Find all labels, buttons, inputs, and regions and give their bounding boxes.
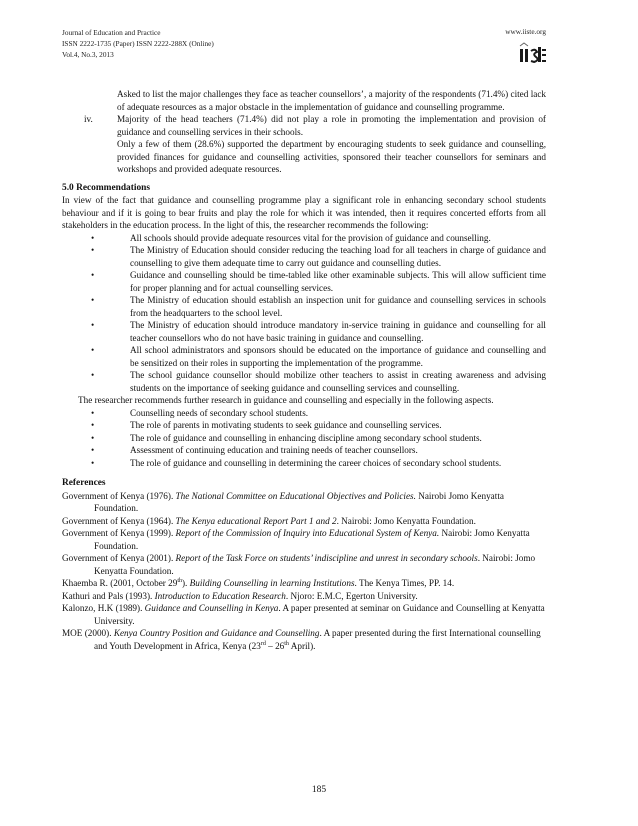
- list-item: • The role of guidance and counselling in determining the career choices of secondary school students.: [91, 457, 502, 468]
- journal-url[interactable]: www.iiste.org: [505, 27, 546, 36]
- bullet-icon: •: [91, 232, 95, 243]
- section-heading-recommendations: 5.0 Recommendations: [62, 182, 151, 193]
- bullet-icon: •: [91, 270, 95, 280]
- journal-name: Journal of Education and Practice: [62, 28, 161, 37]
- list-item: • The role of guidance and counselling in enhancing discipline among secondary school students.: [91, 432, 482, 443]
- reference-entry: Kathuri and Pals (1993). Introduction to Education Research. Njoro: E.M.C, Egerton University.: [62, 590, 418, 601]
- further-research: The researcher recommends further research in guidance and counselling and especially in the following aspects.: [78, 395, 494, 405]
- bullet-icon: •: [91, 420, 95, 430]
- recommendations-intro: In view of the fact that guidance and counselling programme play a significant role in enhancing secondary school students behaviour and if it is going to bear fruits and play the role for which it was intended, then it requires concerted efforts from all stakeholders in the education process. In the light of this, the researcher recommends the following:: [62, 195, 546, 230]
- reference-entry: Government of Kenya (1976). The National Committee on Educational Objectives and Policies. Nairobi Jomo Kenyatta Foundation.: [62, 490, 504, 513]
- reference-entry: Government of Kenya (2001). Report of the Task Force on students’ indiscipline and unrest in secondary schools. Nairobi: Jomo Kenyatta Foundation.: [62, 553, 536, 576]
- bullet-icon: •: [91, 445, 95, 455]
- list-item: • All schools should provide adequate resources vital for the provision of guidance and counselling.: [91, 232, 491, 243]
- list-item: • The Ministry of education should establish an inspection unit for guidance and counselling services in schools from the headquarters to the school level.: [91, 295, 546, 318]
- section-heading-references: References: [62, 478, 106, 488]
- reference-entry: Government of Kenya (1964). The Kenya educational Report Part 1 and 2. Nairobi: Jomo Kenyatta Foundation.: [62, 515, 476, 526]
- list-item: • The Ministry of education should introduce mandatory in-service training in guidance and counselling for all teacher counsellors who do not have basic training in guidance and counselling.: [91, 320, 546, 343]
- bullet-icon: •: [91, 320, 95, 330]
- reference-entry: Kalonzo, H.K (1989). Guidance and Counselling in Kenya. A paper presented at seminar on Guidance and Counselling at Kenyatta University.: [62, 603, 545, 626]
- page-number: 185: [311, 785, 327, 795]
- references-section: [62, 477, 546, 652]
- further-research-list: [62, 407, 546, 470]
- finding-continued: Asked to list the major challenges they face as teacher counsellors’, a majority of the respondents (71.4%) cited lack of adequate resources as a major obstacle in the implementation of guidance and counselling programme.: [117, 89, 546, 112]
- list-item: • The school guidance counsellor should mobilize other teachers to assist in creating awareness and advising students on the importance of seeking guidance and counselling services and counselling.: [91, 370, 546, 393]
- finding-iv-number: iv.: [84, 114, 93, 124]
- iiste-logo: [518, 42, 548, 65]
- finding-iv-text: Majority of the head teachers (71.4%) did not play a role in promoting the implementation and provision of guidance and counselling services in their schools.: [117, 114, 546, 137]
- list-item: • Assessment of continuing education and training needs of teacher counsellors.: [91, 445, 418, 455]
- recommendations-list: [62, 232, 546, 395]
- bullet-icon: •: [91, 457, 95, 468]
- list-item: • The role of parents in motivating students to seek guidance and counselling services.: [91, 420, 442, 430]
- list-item: • Counselling needs of secondary school students.: [91, 407, 309, 418]
- bullet-icon: •: [91, 345, 95, 355]
- list-item: • All school administrators and sponsors should be educated on the importance of guidance and counselling and be sensitized on their roles in supporting the implementation of the programme.: [91, 345, 546, 368]
- bullet-icon: •: [91, 432, 95, 443]
- reference-entry: Khaemba R. (2001, October 29th). Building Counselling in learning Institutions. The Kenya Times, PP. 14.: [62, 577, 455, 588]
- bullet-icon: •: [91, 245, 95, 255]
- reference-entry: MOE (2000). Kenya Country Position and Guidance and Counselling. A paper presented during the first International counselling and Youth Development in Africa, Kenya (23rd – 26th April).: [62, 628, 541, 651]
- volume-line: Vol.4, No.3, 2013: [62, 50, 114, 59]
- list-item: • The Ministry of Education should consider reducing the teaching load for all teachers in charge of guidance and counselling to give them adequate time to carry out guidance and counselling duties.: [91, 245, 546, 268]
- bullet-icon: •: [91, 295, 95, 305]
- finding-iv-continued: Only a few of them (28.6%) supported the department by encouraging students to seek guidance and counselling, provided finances for guidance and counselling activities, sponsored their teacher counsellors for seminars and workshops and provided adequate resources.: [117, 139, 546, 174]
- running-header: [62, 27, 214, 60]
- main-text: [62, 88, 546, 652]
- bullet-icon: •: [91, 370, 95, 380]
- issn-line: ISSN 2222-1735 (Paper) ISSN 2222-288X (Online): [62, 39, 214, 48]
- list-item: • Guidance and counselling should be time-tabled like other examinable subjects. This will allow sufficient time for proper planning and for actual counselling services.: [91, 270, 546, 293]
- bullet-icon: •: [91, 407, 95, 418]
- finding-iv: [62, 113, 546, 138]
- reference-entry: Government of Kenya (1999). Report of the Commission of Inquiry into Educational System of Kenya. Nairobi: Jomo Kenyatta Foundation.: [62, 528, 530, 551]
